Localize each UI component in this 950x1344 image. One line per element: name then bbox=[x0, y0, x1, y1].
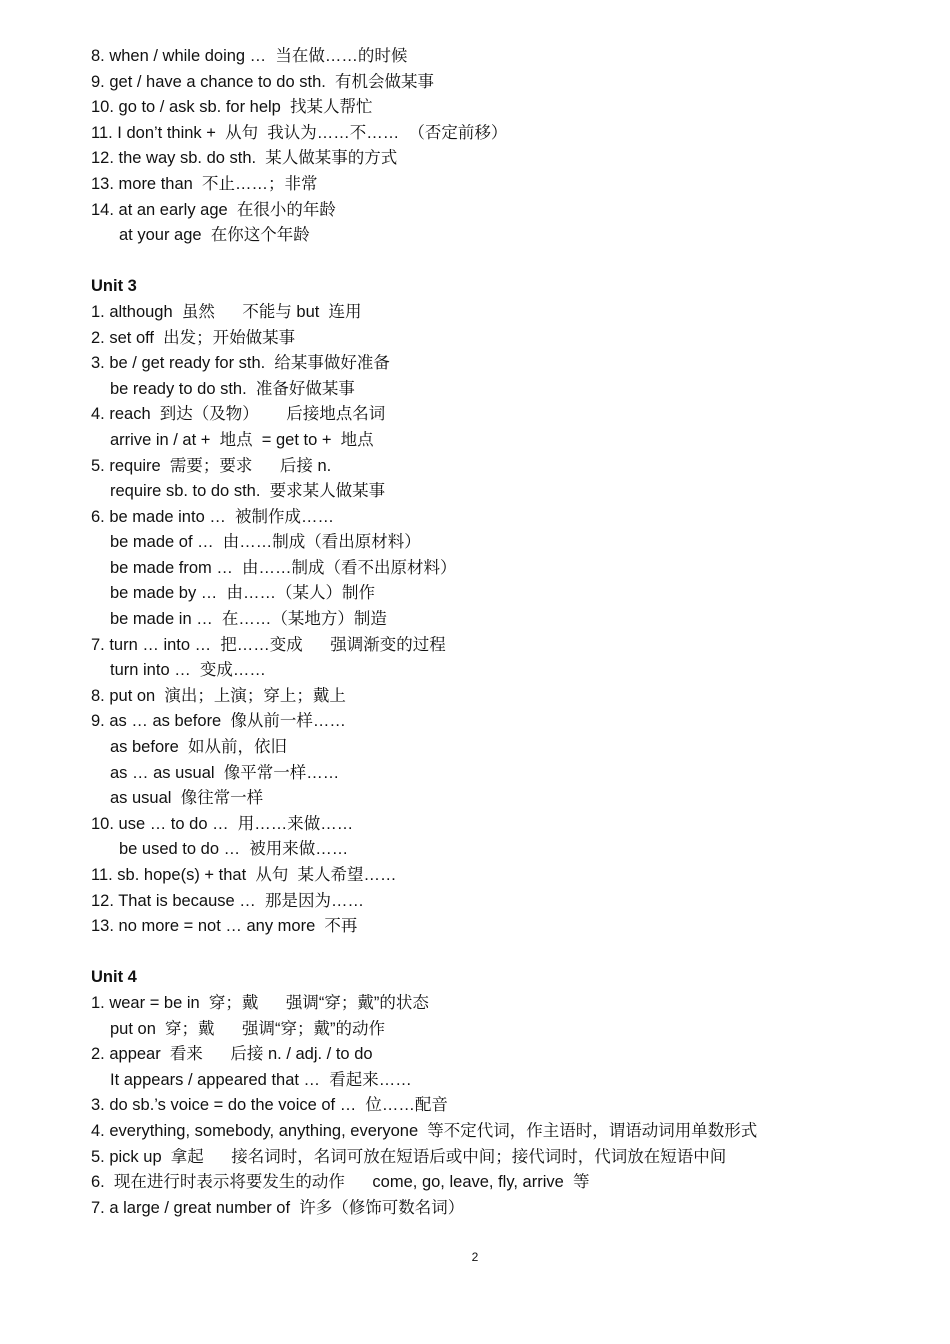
document-body bbox=[91, 44, 911, 1221]
list-item: 8. put on 演出；上演；穿上；戴上 bbox=[91, 686, 346, 705]
list-item: 12. That is because … 那是因为…… bbox=[91, 891, 364, 910]
list-item: 3. do sb.’s voice = do the voice of … 位……配音 bbox=[91, 1096, 448, 1115]
section-spacer bbox=[91, 940, 911, 966]
list-item: 6. be made into … 被制作成…… bbox=[91, 507, 334, 526]
list-item: 13. more than 不止……；非常 bbox=[91, 174, 318, 193]
list-item: 6. 现在进行时表示将要发生的动作 come, go, leave, fly, arrive 等 bbox=[91, 1173, 590, 1192]
list-item: 8. when / while doing … 当在做……的时候 bbox=[91, 47, 408, 65]
list-item-sub: at your age 在你这个年龄 bbox=[119, 226, 310, 245]
list-item: 5. require 需要；要求 后接 n. bbox=[91, 456, 332, 475]
list-item: 2. set off 出发；开始做某事 bbox=[91, 328, 296, 347]
list-item-sub: put on 穿；戴 强调“穿；戴”的动作 bbox=[110, 1019, 386, 1038]
list-item: 11. sb. hope(s) + that 从句 某人希望…… bbox=[91, 866, 397, 884]
list-item: 3. be / get ready for sth. 给某事做好准备 bbox=[91, 354, 390, 373]
list-item-sub: as … as usual 像平常一样…… bbox=[110, 763, 340, 782]
list-item: 7. a large / great number of 许多（修饰可数名词） bbox=[91, 1198, 465, 1217]
list-item-sub: as usual 像往常一样 bbox=[110, 789, 264, 808]
page-number: 2 bbox=[471, 1250, 479, 1264]
list-item-sub: It appears / appeared that … 看起来…… bbox=[110, 1070, 412, 1089]
unit-4-heading: Unit 4 bbox=[91, 968, 137, 987]
list-item: 11. I don’t think + 从句 我认为……不…… （否定前移） bbox=[91, 123, 508, 142]
list-item-sub: arrive in / at + 地点 = get to + 地点 bbox=[110, 430, 374, 449]
list-item: 10. go to / ask sb. for help 找某人帮忙 bbox=[91, 98, 373, 117]
list-item-sub: be made from … 由……制成（看不出原材料） bbox=[110, 558, 457, 577]
unit-3-heading: Unit 3 bbox=[91, 277, 137, 296]
list-item-sub: be made of … 由……制成（看出原材料） bbox=[110, 533, 421, 552]
list-item-sub: as before 如从前，依旧 bbox=[110, 738, 287, 757]
list-item-sub: be ready to do sth. 准备好做某事 bbox=[110, 379, 355, 398]
list-item: 9. as … as before 像从前一样…… bbox=[91, 712, 346, 731]
list-item: 14. at an early age 在很小的年龄 bbox=[91, 200, 336, 219]
list-item-sub: be made by … 由……（某人）制作 bbox=[110, 584, 375, 603]
list-item: 13. no more = not … any more 不再 bbox=[91, 917, 358, 936]
list-item-sub: be made in … 在……（某地方）制造 bbox=[110, 610, 387, 629]
list-item: 4. reach 到达（及物） 后接地点名词 bbox=[91, 405, 386, 424]
list-item-sub: require sb. to do sth. 要求某人做某事 bbox=[110, 482, 386, 501]
list-item: 9. get / have a chance to do sth. 有机会做某事 bbox=[91, 72, 434, 91]
list-item: 7. turn … into … 把……变成 强调渐变的过程 bbox=[91, 635, 446, 654]
list-item-sub: be used to do … 被用来做…… bbox=[119, 840, 349, 859]
section-spacer bbox=[91, 249, 911, 275]
list-item: 1. wear = be in 穿；戴 强调“穿；戴”的状态 bbox=[91, 993, 429, 1012]
list-item-sub: turn into … 变成…… bbox=[110, 661, 266, 680]
list-item: 12. the way sb. do sth. 某人做某事的方式 bbox=[91, 149, 398, 168]
list-item: 4. everything, somebody, anything, everyone 等不定代词，作主语时，谓语动词用单数形式 bbox=[91, 1121, 758, 1140]
list-item: 2. appear 看来 后接 n. / adj. / to do bbox=[91, 1045, 373, 1064]
list-item: 10. use … to do … 用……来做…… bbox=[91, 814, 354, 833]
list-item: 1. although 虽然 不能与 but 连用 bbox=[91, 302, 362, 321]
list-item: 5. pick up 拿起 接名词时，名词可放在短语后或中间；接代词时，代词放在短语中间 bbox=[91, 1147, 727, 1166]
